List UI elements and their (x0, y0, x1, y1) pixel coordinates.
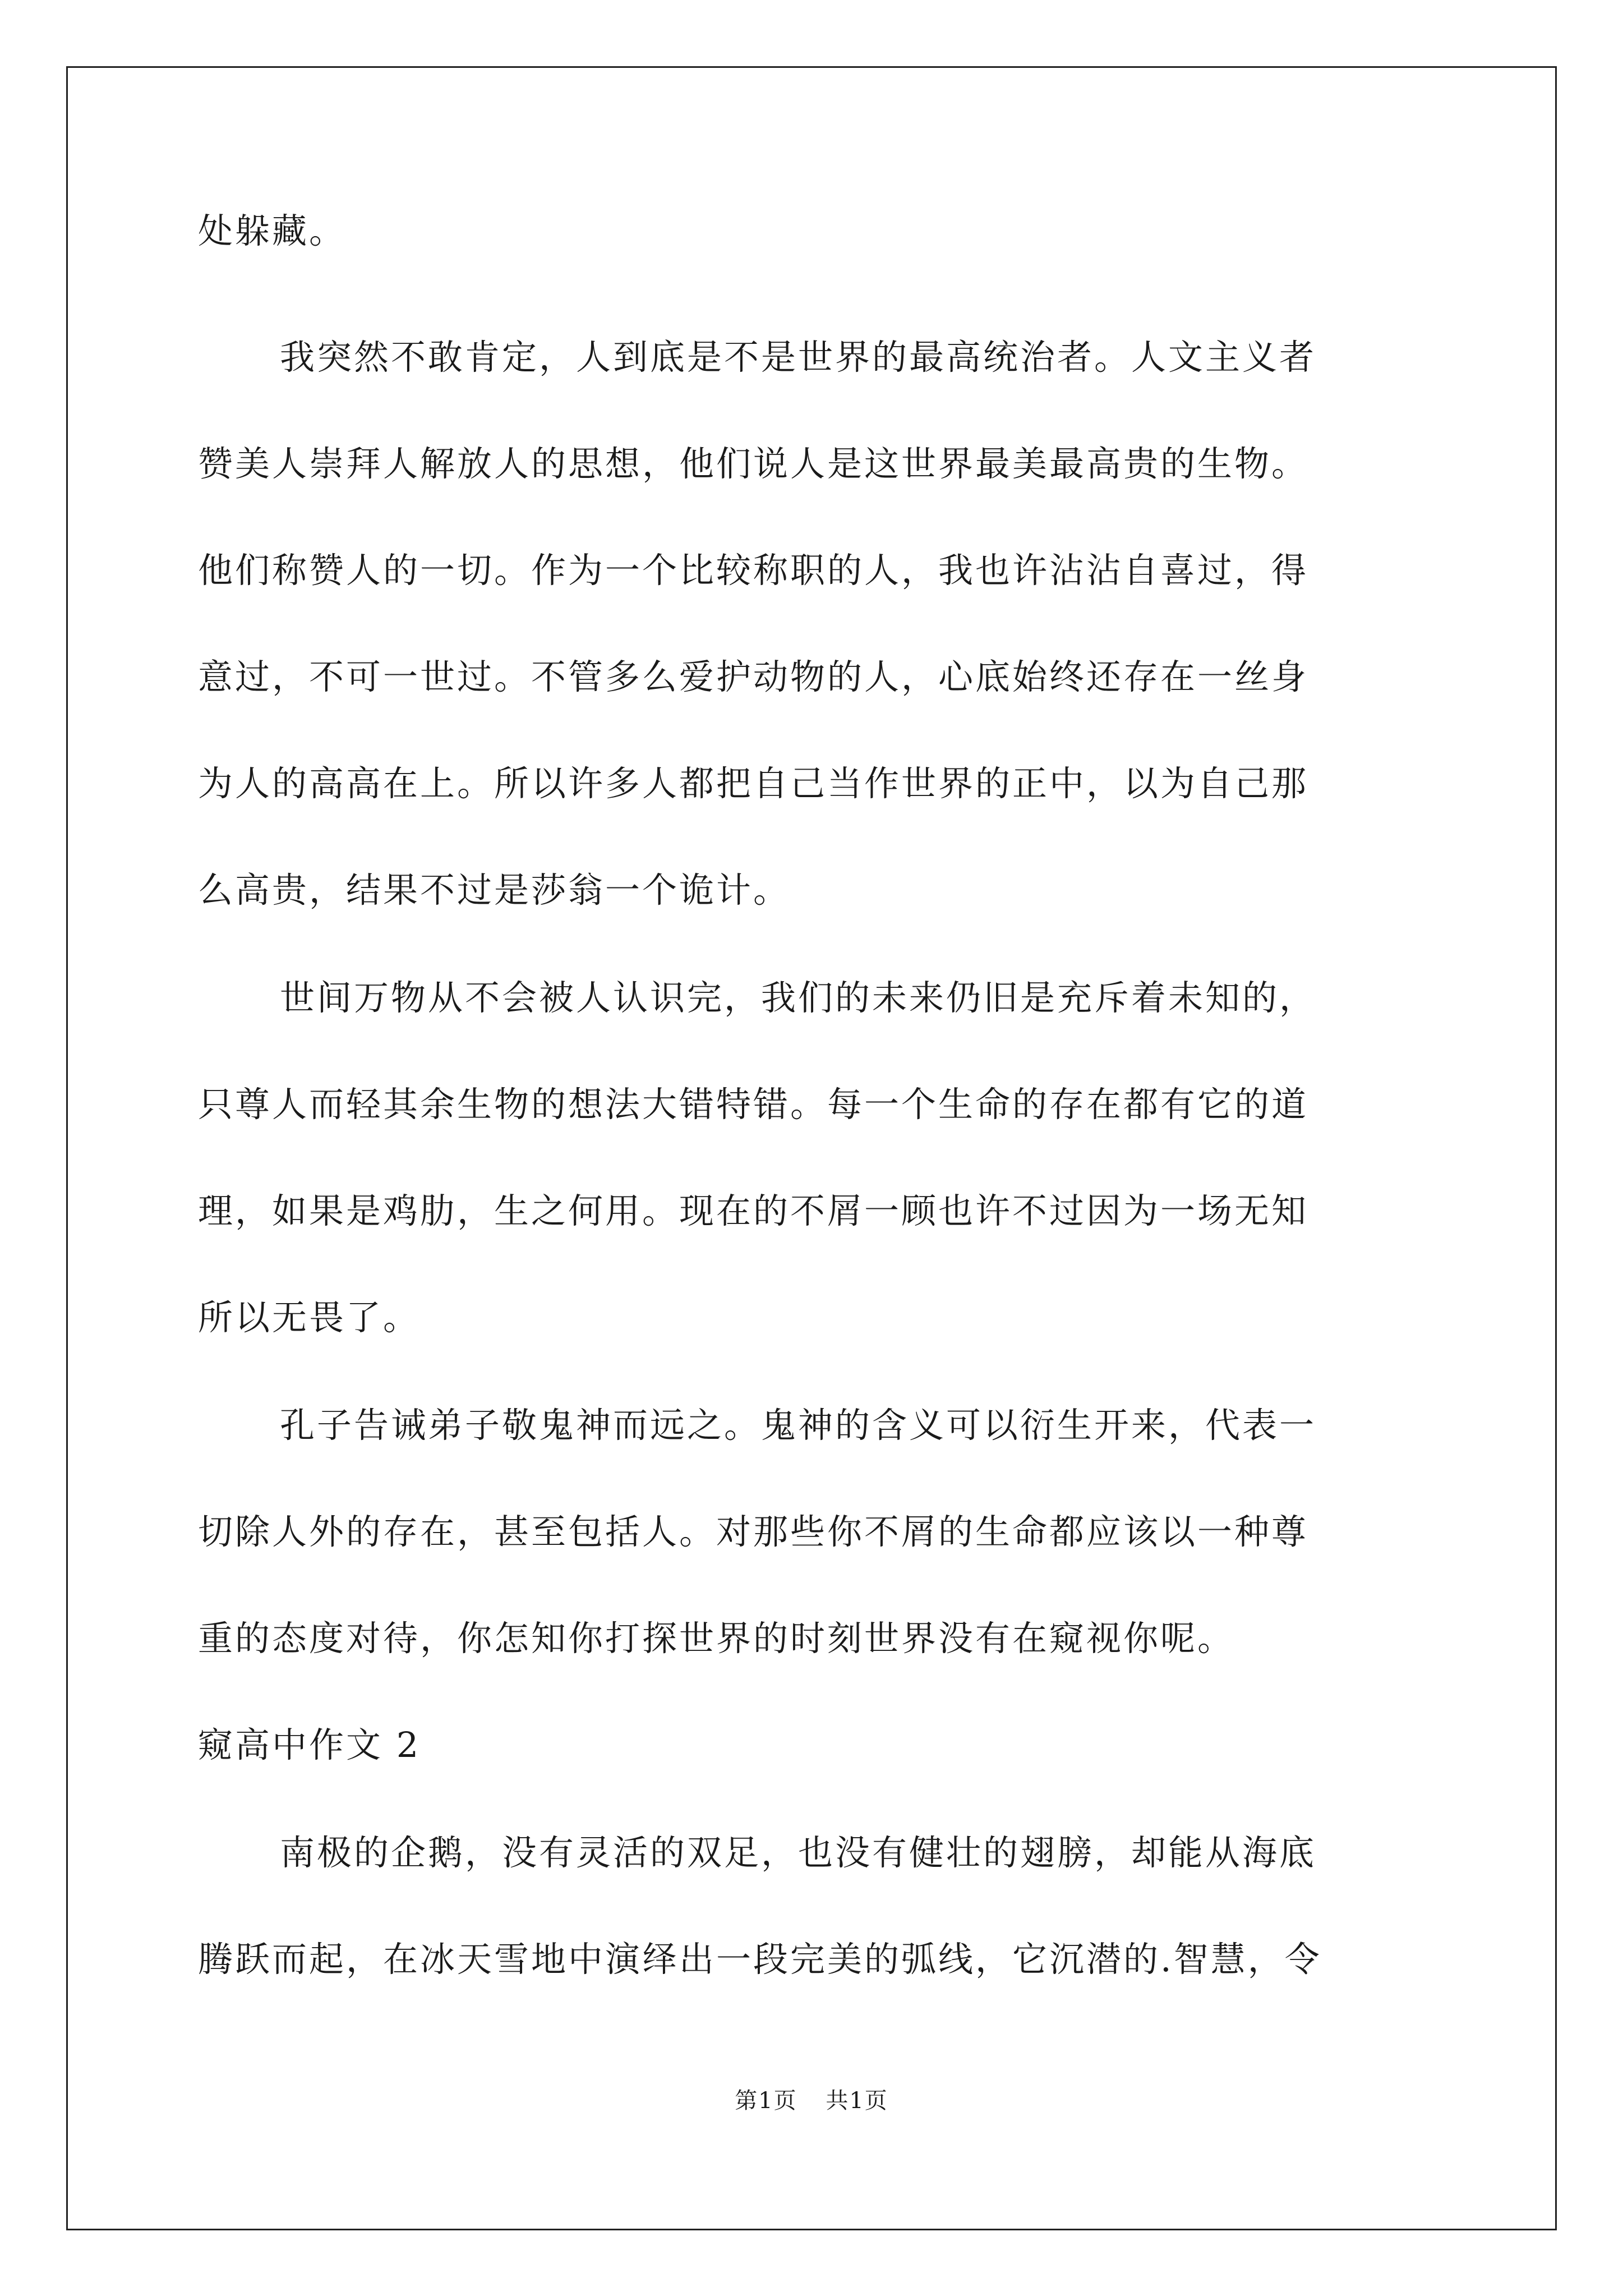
text-line: 所以无畏了。 (198, 1297, 421, 1338)
text-line: 为人的高高在上。所以许多人都把自己当作世界的正中，以为自己那 (198, 763, 1309, 804)
text-line: 处躲藏。 (198, 210, 347, 251)
text-line: 么高贵，结果不过是莎翁一个诡计。 (198, 869, 791, 910)
paragraph-start-line: 世间万物从不会被人认识完，我们的未来仍旧是充斥着未知的， (280, 977, 1317, 1018)
text-line: 重的态度对待，你怎知你打探世界的时刻世界没有在窥视你呢。 (198, 1618, 1235, 1659)
text-line: 腾跃而起，在冰天雪地中演绎出一段完美的弧线，它沉潜的.智慧，令 (198, 1939, 1322, 1980)
text-line: 理，如果是鸡肋，生之何用。现在的不屑一顾也许不过因为一场无知 (198, 1190, 1309, 1231)
text-line: 只尊人而轻其余生物的想法大错特错。每一个生命的存在都有它的道 (198, 1084, 1309, 1125)
text-line: 意过，不可一世过。不管多么爱护动物的人，心底始终还存在一丝身 (198, 656, 1309, 697)
page-footer (0, 2087, 1623, 2115)
paragraph-start-line: 南极的企鹅，没有灵活的双足，也没有健壮的翅膀，却能从海底 (280, 1832, 1317, 1873)
text-line: 切除人外的存在，甚至包括人。对那些你不屑的生命都应该以一种尊 (198, 1511, 1309, 1552)
text-line: 他们称赞人的一切。作为一个比较称职的人，我也许沾沾自喜过，得 (198, 550, 1309, 591)
text-line: 赞美人崇拜人解放人的思想，他们说人是这世界最美最高贵的生物。 (198, 443, 1309, 484)
page-border (66, 66, 1557, 2230)
paragraph-start-line: 孔子告诫弟子敬鬼神而远之。鬼神的含义可以衍生开来，代表一 (280, 1405, 1317, 1446)
page-number: 第1页 (735, 2088, 797, 2114)
section-heading: 窥高中作文 2 (198, 1724, 421, 1765)
page-total: 共1页 (826, 2088, 888, 2114)
paragraph-start-line: 我突然不敢肯定，人到底是不是世界的最高统治者。人文主义者 (280, 337, 1317, 378)
